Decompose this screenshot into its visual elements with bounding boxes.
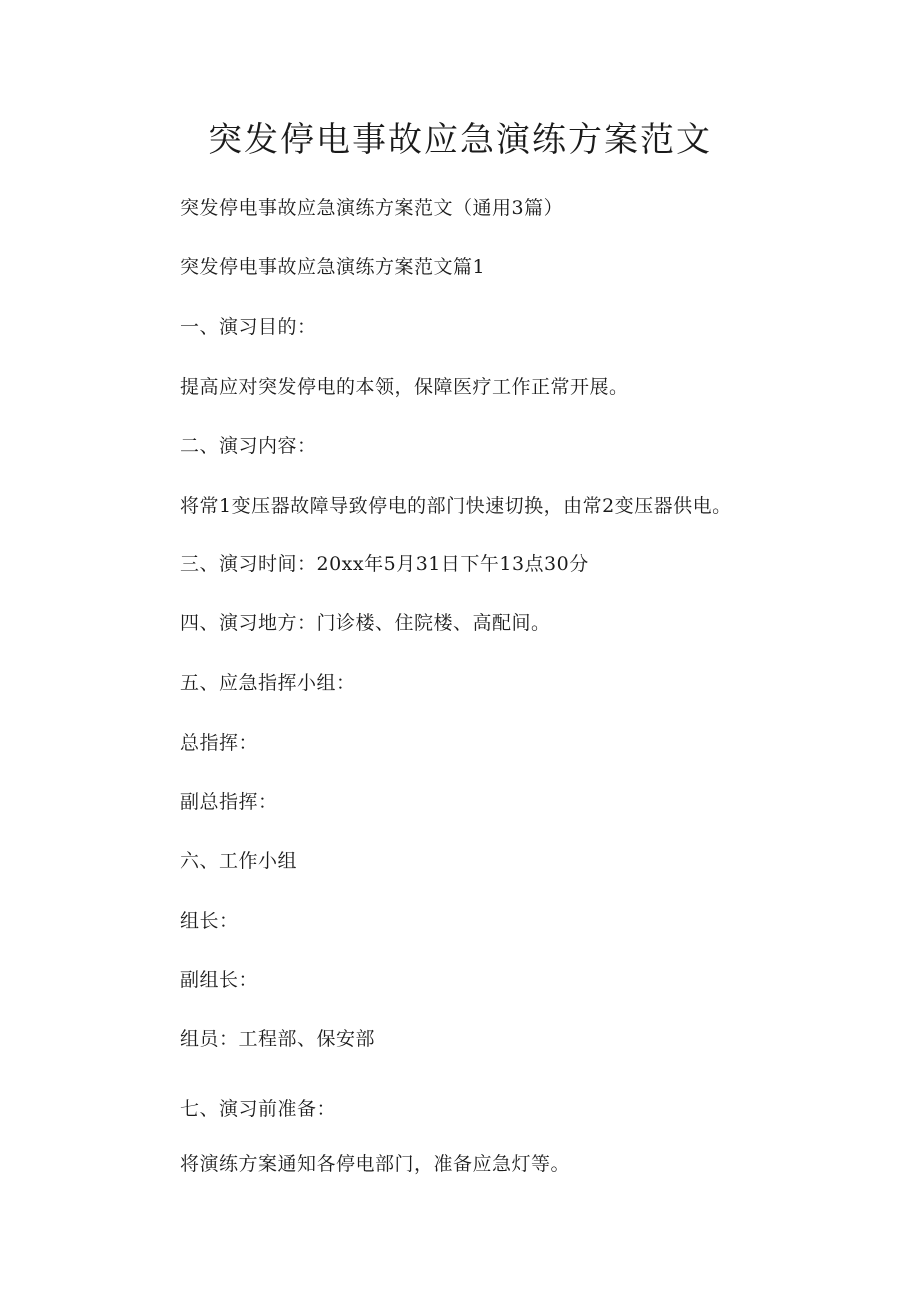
heading-work-group: 六、工作小组 — [180, 850, 298, 872]
heading-drill-location: 四、演习地方：门诊楼、住院楼、高配间。 — [180, 612, 551, 634]
paragraph-deputy-commander: 副总指挥： — [180, 791, 278, 813]
paragraph-group-leader: 组长： — [180, 910, 239, 932]
heading-pre-drill-preparation: 七、演习前准备： — [180, 1098, 337, 1120]
subtitle-paragraph: 突发停电事故应急演练方案范文（通用3篇） — [180, 197, 564, 219]
paragraph-deputy-leader: 副组长： — [180, 969, 259, 991]
paragraph-pre-drill-preparation: 将演练方案通知各停电部门，准备应急灯等。 — [180, 1153, 571, 1175]
heading-command-group: 五、应急指挥小组： — [180, 672, 356, 694]
section-heading-part1: 突发停电事故应急演练方案范文篇1 — [180, 256, 486, 278]
paragraph-drill-purpose: 提高应对突发停电的本领，保障医疗工作正常开展。 — [180, 376, 629, 398]
heading-drill-time: 三、演习时间：20xx年5月31日下午13点30分 — [180, 553, 589, 575]
heading-drill-purpose: 一、演习目的： — [180, 316, 317, 338]
heading-drill-content: 二、演习内容： — [180, 435, 317, 457]
document-title: 突发停电事故应急演练方案范文 — [208, 120, 712, 160]
paragraph-commander: 总指挥： — [180, 732, 259, 754]
paragraph-drill-content: 将常1变压器故障导致停电的部门快速切换，由常2变压器供电。 — [180, 495, 732, 517]
paragraph-group-members: 组员：工程部、保安部 — [180, 1028, 376, 1050]
